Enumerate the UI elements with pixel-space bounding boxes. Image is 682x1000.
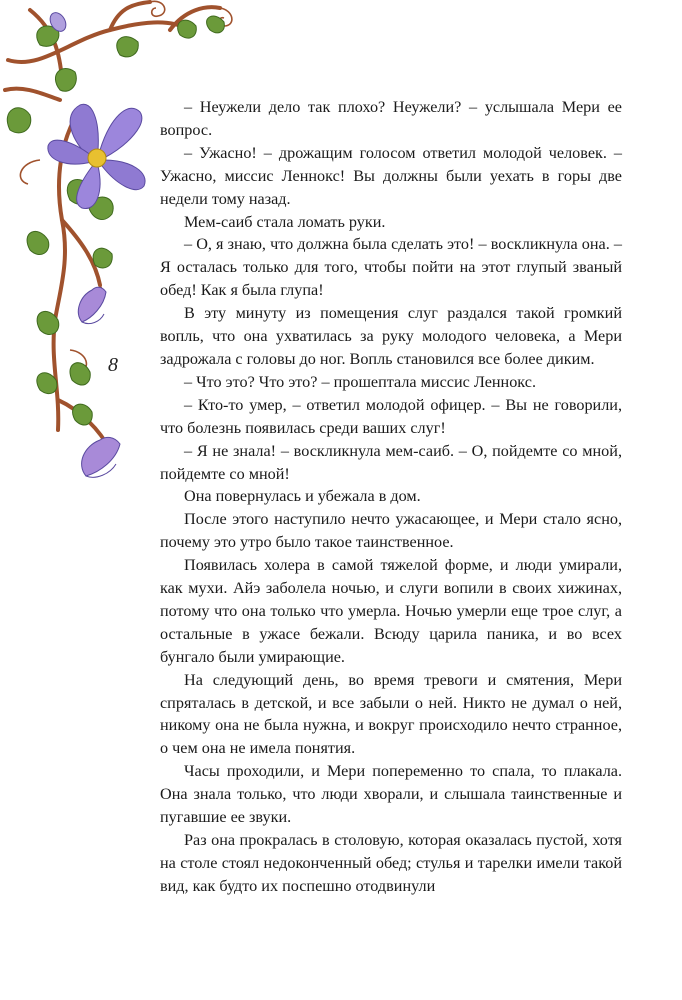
paragraph: Появилась холера в самой тяжелой форме, и люди умирали, как мухи. Айэ заболела ночью, и слуги вопили в своих хижинах, потому что она только что умерла. Ночью умерли еще трое слуг, а остальные в ужасе бежали. Всюду царила паника, и во всех бунгало были умирающие. xyxy=(160,556,622,666)
paragraph: На следующий день, во время тревоги и смятения, Мери спряталась в детской, и все забыли о ней. Никто не думал о ней, никому она не была нужна, и вокруг происходило нечто странное, о чем она не имела понятия. xyxy=(160,670,622,758)
paragraph: Раз она прокралась в столовую, которая оказалась пустой, хотя на столе стоял недоконченный обед; стулья и тарелки имели такой вид, как будто их поспешно отодвинули xyxy=(160,831,622,895)
paragraph: – Ужасно! – дрожащим голосом ответил молодой человек. – Ужасно, миссис Леннокс! Вы должны были уехать в горы две недели тому назад. xyxy=(160,143,622,208)
paragraph: Часы проходили, и Мери попеременно то спала, то плакала. Она знала только, что люди хворали, и слышала таинственные и пугавшие ее звуки. xyxy=(160,762,622,827)
paragraph: В эту минуту из помещения слуг раздался такой громкий вопль, что она ухватилась за руку молодого человека, а Мери задрожала с головы до ног. Вопль становился все более диким. xyxy=(160,304,622,368)
paragraph: – Неужели дело так плохо? Неужели? – услышала Мери ее вопрос. xyxy=(160,98,622,139)
page-number: 8 xyxy=(108,354,118,376)
paragraph: После этого наступило нечто ужасающее, и Мери стало ясно, почему это утро было такое таинственное. xyxy=(160,510,622,552)
paragraph: – Кто-то умер, – ответил молодой офицер. – Вы не говорили, что болезнь появилась среди ваших слуг! xyxy=(160,395,622,437)
paragraph: – О, я знаю, что должна была сделать это! – воскликнула она. – Я осталась только для того, чтобы пойти на этот глупый званый обед! Как я была глупа! xyxy=(160,235,622,300)
bell-flower-middle xyxy=(78,287,106,323)
paragraph: – Что это? Что это? – прошептала миссис Леннокс. xyxy=(184,372,536,391)
paragraph: Она повернулась и убежала в дом. xyxy=(184,487,421,506)
clematis-flower-large xyxy=(48,104,145,208)
paragraph: Мем-саиб стала ломать руки. xyxy=(184,212,386,231)
bell-flower-bottom xyxy=(82,437,120,477)
text-block xyxy=(160,96,622,898)
paragraph: – Я не знала! – воскликнула мем-саиб. – О, пойдемте со мной, пойдемте со мной! xyxy=(160,441,622,483)
